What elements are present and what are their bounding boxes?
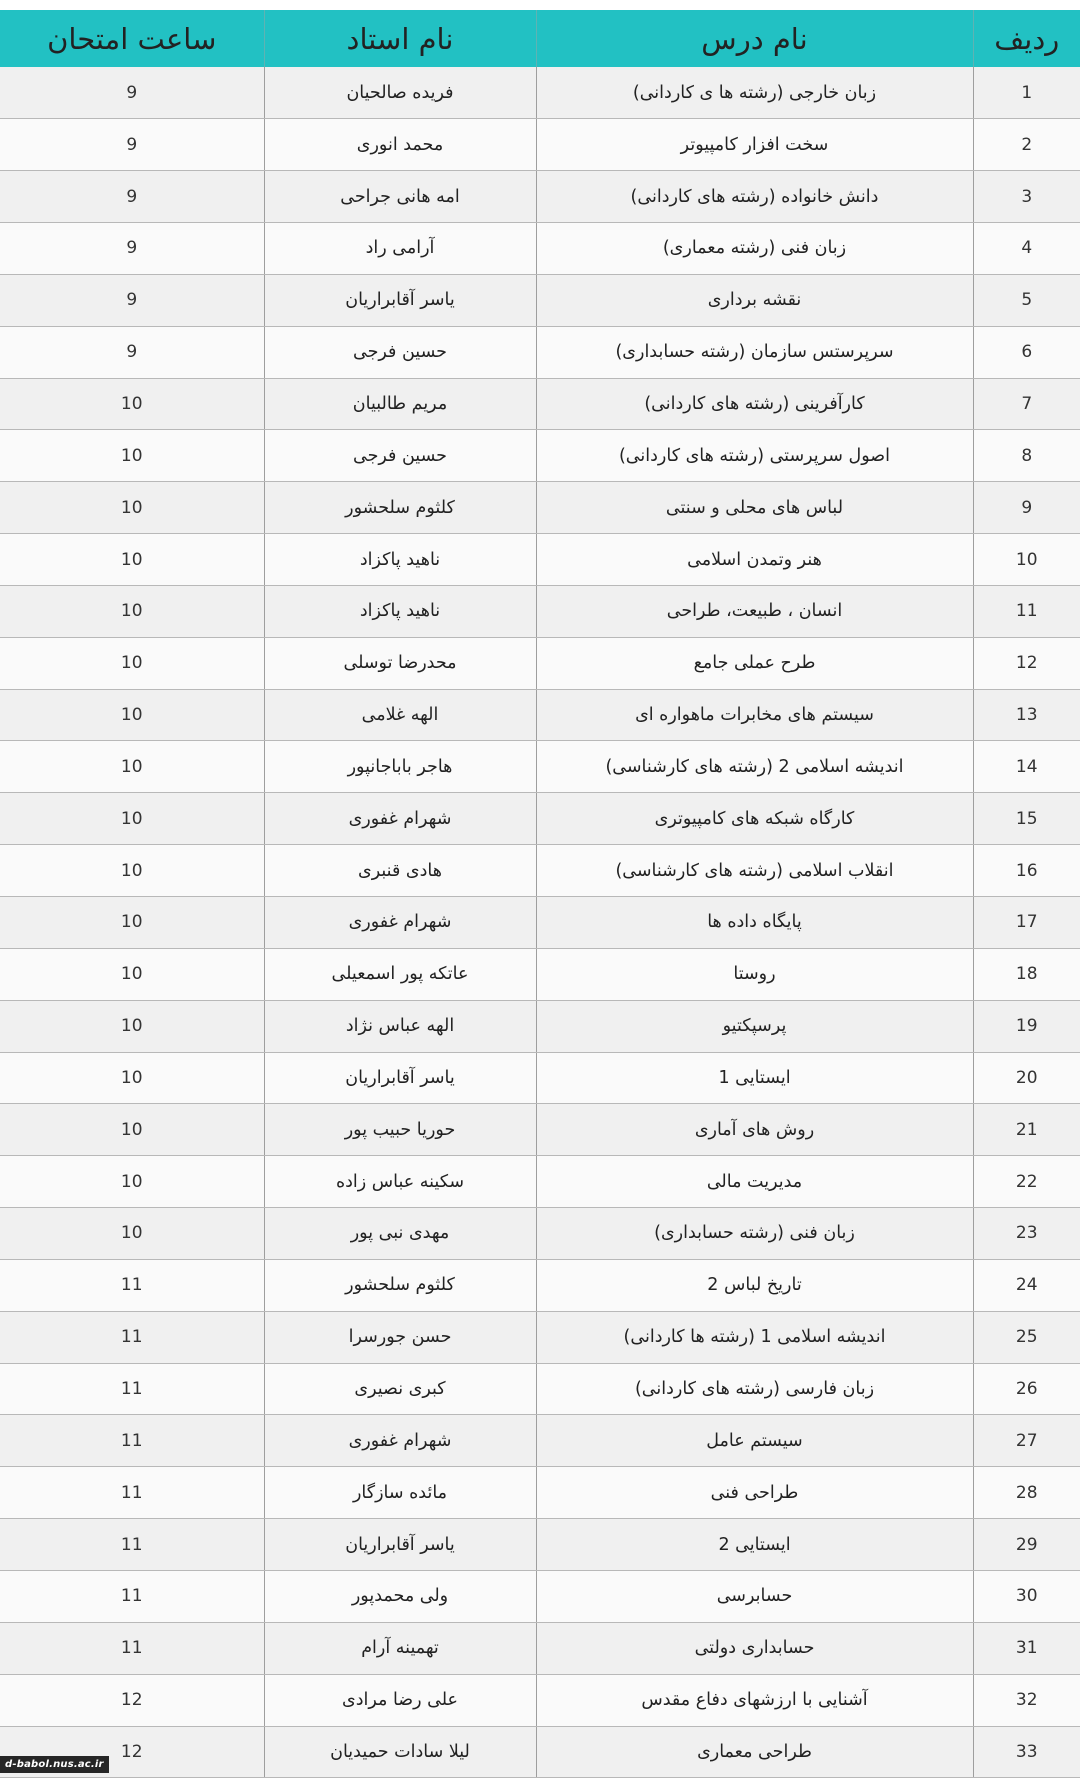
exam-time-cell: 10 bbox=[0, 1208, 264, 1260]
table-row bbox=[0, 845, 1080, 897]
row-number-cell: 30 bbox=[973, 1570, 1080, 1622]
row-number-cell: 15 bbox=[973, 793, 1080, 845]
teacher-name-cell: فریده صالحیان bbox=[264, 67, 536, 119]
table-row bbox=[0, 274, 1080, 326]
row-number-cell: 4 bbox=[973, 223, 1080, 275]
teacher-name-cell: حسن جورسرا bbox=[264, 1311, 536, 1363]
teacher-name-cell: هادی قنبری bbox=[264, 845, 536, 897]
course-name-cell: سرپرستس سازمان (رشته حسابداری) bbox=[536, 326, 973, 378]
teacher-name-cell: حسین فرجی bbox=[264, 326, 536, 378]
course-name-cell: نقشه برداری bbox=[536, 274, 973, 326]
table-row bbox=[0, 637, 1080, 689]
teacher-name-cell: الهه عباس نژاد bbox=[264, 1000, 536, 1052]
exam-time-cell: 10 bbox=[0, 430, 264, 482]
row-number-cell: 22 bbox=[973, 1156, 1080, 1208]
teacher-name-cell: محدرضا توسلی bbox=[264, 637, 536, 689]
teacher-name-cell: ناهید پاکزاد bbox=[264, 585, 536, 637]
exam-time-cell: 12 bbox=[0, 1674, 264, 1726]
course-name-cell: ایستایی 2 bbox=[536, 1519, 973, 1571]
row-number-cell: 16 bbox=[973, 845, 1080, 897]
table-row bbox=[0, 585, 1080, 637]
teacher-name-cell: سکینه عباس زاده bbox=[264, 1156, 536, 1208]
course-name-cell: زبان فنی (رشته معماری) bbox=[536, 223, 973, 275]
exam-time-cell: 11 bbox=[0, 1622, 264, 1674]
row-number-cell: 6 bbox=[973, 326, 1080, 378]
table-row bbox=[0, 1415, 1080, 1467]
teacher-name-cell: مریم طالبیان bbox=[264, 378, 536, 430]
header-exam-time: ساعت امتحان bbox=[0, 10, 264, 67]
course-name-cell: زبان خارجی (رشته ها ی کاردانی) bbox=[536, 67, 973, 119]
exam-time-cell: 11 bbox=[0, 1363, 264, 1415]
table-row bbox=[0, 1311, 1080, 1363]
table-row bbox=[0, 1570, 1080, 1622]
table-row bbox=[0, 1052, 1080, 1104]
exam-time-cell: 10 bbox=[0, 1052, 264, 1104]
course-name-cell: حسابداری دولتی bbox=[536, 1622, 973, 1674]
row-number-cell: 24 bbox=[973, 1259, 1080, 1311]
row-number-cell: 27 bbox=[973, 1415, 1080, 1467]
exam-time-cell: 11 bbox=[0, 1415, 264, 1467]
teacher-name-cell: محمد انوری bbox=[264, 119, 536, 171]
table-header bbox=[0, 10, 1080, 67]
exam-time-cell: 10 bbox=[0, 482, 264, 534]
row-number-cell: 7 bbox=[973, 378, 1080, 430]
exam-time-cell: 10 bbox=[0, 585, 264, 637]
course-name-cell: تاریخ لباس 2 bbox=[536, 1259, 973, 1311]
exam-time-cell: 10 bbox=[0, 637, 264, 689]
teacher-name-cell: عاتکه پور اسمعیلی bbox=[264, 948, 536, 1000]
teacher-name-cell: یاسر آقابراریان bbox=[264, 1519, 536, 1571]
header-teacher-name: نام استاد bbox=[264, 10, 536, 67]
exam-time-cell: 11 bbox=[0, 1519, 264, 1571]
table-row bbox=[0, 1208, 1080, 1260]
row-number-cell: 29 bbox=[973, 1519, 1080, 1571]
exam-time-cell: 10 bbox=[0, 1000, 264, 1052]
exam-time-cell: 10 bbox=[0, 793, 264, 845]
exam-time-cell: 9 bbox=[0, 274, 264, 326]
teacher-name-cell: یاسر آقابراریان bbox=[264, 274, 536, 326]
teacher-name-cell: کبری نصیری bbox=[264, 1363, 536, 1415]
table-row bbox=[0, 119, 1080, 171]
table-row bbox=[0, 793, 1080, 845]
exam-schedule-table bbox=[0, 10, 1080, 1778]
row-number-cell: 23 bbox=[973, 1208, 1080, 1260]
exam-time-cell: 9 bbox=[0, 223, 264, 275]
header-row-number: ردیف bbox=[973, 10, 1080, 67]
table-row bbox=[0, 378, 1080, 430]
table-row bbox=[0, 1156, 1080, 1208]
exam-time-cell: 9 bbox=[0, 171, 264, 223]
teacher-name-cell: کلثوم سلحشور bbox=[264, 482, 536, 534]
course-name-cell: پرسپکتیو bbox=[536, 1000, 973, 1052]
exam-time-cell: 10 bbox=[0, 845, 264, 897]
course-name-cell: سخت افزار کامپیوتر bbox=[536, 119, 973, 171]
course-name-cell: طراحی فنی bbox=[536, 1467, 973, 1519]
exam-time-cell: 10 bbox=[0, 1104, 264, 1156]
exam-time-cell: 10 bbox=[0, 741, 264, 793]
teacher-name-cell: مهدی نبی پور bbox=[264, 1208, 536, 1260]
course-name-cell: انقلاب اسلامی (رشته های کارشناسی) bbox=[536, 845, 973, 897]
row-number-cell: 9 bbox=[973, 482, 1080, 534]
exam-time-cell: 10 bbox=[0, 378, 264, 430]
table-row bbox=[0, 326, 1080, 378]
course-name-cell: آشنایی با ارزشهای دفاع مقدس bbox=[536, 1674, 973, 1726]
teacher-name-cell: شهرام غفوری bbox=[264, 1415, 536, 1467]
course-name-cell: زبان فنی (رشته حسابداری) bbox=[536, 1208, 973, 1260]
course-name-cell: طراحی معماری bbox=[536, 1726, 973, 1778]
teacher-name-cell: لیلا سادات حمیدیان bbox=[264, 1726, 536, 1778]
course-name-cell: اصول سرپرستی (رشته های کاردانی) bbox=[536, 430, 973, 482]
table-row bbox=[0, 430, 1080, 482]
course-name-cell: روش های آماری bbox=[536, 1104, 973, 1156]
table-row bbox=[0, 1104, 1080, 1156]
row-number-cell: 33 bbox=[973, 1726, 1080, 1778]
exam-time-cell: 10 bbox=[0, 897, 264, 949]
teacher-name-cell: ناهید پاکزاد bbox=[264, 534, 536, 586]
exam-time-cell: 9 bbox=[0, 119, 264, 171]
teacher-name-cell: حسین فرجی bbox=[264, 430, 536, 482]
course-name-cell: حسابرسی bbox=[536, 1570, 973, 1622]
table-row bbox=[0, 1467, 1080, 1519]
row-number-cell: 2 bbox=[973, 119, 1080, 171]
table-row bbox=[0, 1363, 1080, 1415]
course-name-cell: اندیشه اسلامی 1 (رشته ها کاردانی) bbox=[536, 1311, 973, 1363]
exam-time-cell: 12 bbox=[0, 1726, 264, 1778]
teacher-name-cell: علی رضا مرادی bbox=[264, 1674, 536, 1726]
row-number-cell: 19 bbox=[973, 1000, 1080, 1052]
row-number-cell: 1 bbox=[973, 67, 1080, 119]
row-number-cell: 11 bbox=[973, 585, 1080, 637]
row-number-cell: 28 bbox=[973, 1467, 1080, 1519]
row-number-cell: 21 bbox=[973, 1104, 1080, 1156]
course-name-cell: سیستم های مخابرات ماهواره ای bbox=[536, 689, 973, 741]
row-number-cell: 25 bbox=[973, 1311, 1080, 1363]
teacher-name-cell: تهمینه آرام bbox=[264, 1622, 536, 1674]
row-number-cell: 3 bbox=[973, 171, 1080, 223]
row-number-cell: 26 bbox=[973, 1363, 1080, 1415]
table-row bbox=[0, 741, 1080, 793]
table-row bbox=[0, 534, 1080, 586]
course-name-cell: کارآفرینی (رشته های کاردانی) bbox=[536, 378, 973, 430]
exam-time-cell: 10 bbox=[0, 534, 264, 586]
exam-time-cell: 11 bbox=[0, 1570, 264, 1622]
course-name-cell: طرح عملی جامع bbox=[536, 637, 973, 689]
teacher-name-cell: امه هانی جراحی bbox=[264, 171, 536, 223]
table-row bbox=[0, 1674, 1080, 1726]
teacher-name-cell: آرامی راد bbox=[264, 223, 536, 275]
exam-time-cell: 9 bbox=[0, 67, 264, 119]
table-row bbox=[0, 67, 1080, 119]
exam-time-cell: 11 bbox=[0, 1311, 264, 1363]
table-row bbox=[0, 897, 1080, 949]
table-row bbox=[0, 1259, 1080, 1311]
table-row bbox=[0, 171, 1080, 223]
row-number-cell: 31 bbox=[973, 1622, 1080, 1674]
course-name-cell: هنر وتمدن اسلامی bbox=[536, 534, 973, 586]
teacher-name-cell: هاجر باباجانپور bbox=[264, 741, 536, 793]
course-name-cell: لباس های محلی و سنتی bbox=[536, 482, 973, 534]
teacher-name-cell: ولی محمدپور bbox=[264, 1570, 536, 1622]
teacher-name-cell: حوریا حبیب پور bbox=[264, 1104, 536, 1156]
row-number-cell: 32 bbox=[973, 1674, 1080, 1726]
row-number-cell: 14 bbox=[973, 741, 1080, 793]
table-row bbox=[0, 948, 1080, 1000]
row-number-cell: 5 bbox=[973, 274, 1080, 326]
teacher-name-cell: شهرام غفوری bbox=[264, 897, 536, 949]
course-name-cell: انسان ، طبیعت، طراحی bbox=[536, 585, 973, 637]
exam-time-cell: 10 bbox=[0, 948, 264, 1000]
course-name-cell: ایستایی 1 bbox=[536, 1052, 973, 1104]
row-number-cell: 13 bbox=[973, 689, 1080, 741]
course-name-cell: اندیشه اسلامی 2 (رشته های کارشناسی) bbox=[536, 741, 973, 793]
course-name-cell: دانش خانواده (رشته های کاردانی) bbox=[536, 171, 973, 223]
table-row bbox=[0, 482, 1080, 534]
course-name-cell: کارگاه شبکه های کامپیوتری bbox=[536, 793, 973, 845]
header-course-name: نام درس bbox=[536, 10, 973, 67]
teacher-name-cell: مائده سازگار bbox=[264, 1467, 536, 1519]
exam-time-cell: 10 bbox=[0, 1156, 264, 1208]
teacher-name-cell: کلثوم سلحشور bbox=[264, 1259, 536, 1311]
table-row bbox=[0, 689, 1080, 741]
row-number-cell: 8 bbox=[973, 430, 1080, 482]
exam-time-cell: 10 bbox=[0, 689, 264, 741]
row-number-cell: 17 bbox=[973, 897, 1080, 949]
header-row bbox=[0, 10, 1080, 67]
site-watermark: d-babol.nus.ac.ir bbox=[0, 1756, 109, 1773]
teacher-name-cell: شهرام غفوری bbox=[264, 793, 536, 845]
row-number-cell: 10 bbox=[973, 534, 1080, 586]
table-row bbox=[0, 1519, 1080, 1571]
table-row bbox=[0, 1622, 1080, 1674]
teacher-name-cell: یاسر آقابراریان bbox=[264, 1052, 536, 1104]
exam-time-cell: 11 bbox=[0, 1259, 264, 1311]
table-row bbox=[0, 223, 1080, 275]
exam-schedule-sheet bbox=[0, 10, 1080, 1778]
course-name-cell: سیستم عامل bbox=[536, 1415, 973, 1467]
course-name-cell: مدیریت مالی bbox=[536, 1156, 973, 1208]
exam-time-cell: 9 bbox=[0, 326, 264, 378]
row-number-cell: 18 bbox=[973, 948, 1080, 1000]
row-number-cell: 20 bbox=[973, 1052, 1080, 1104]
teacher-name-cell: الهه غلامی bbox=[264, 689, 536, 741]
table-row bbox=[0, 1726, 1080, 1778]
exam-time-cell: 11 bbox=[0, 1467, 264, 1519]
course-name-cell: زبان فارسی (رشته های کاردانی) bbox=[536, 1363, 973, 1415]
table-body bbox=[0, 67, 1080, 1778]
table-row bbox=[0, 1000, 1080, 1052]
course-name-cell: پایگاه داده ها bbox=[536, 897, 973, 949]
row-number-cell: 12 bbox=[973, 637, 1080, 689]
course-name-cell: روستا bbox=[536, 948, 973, 1000]
